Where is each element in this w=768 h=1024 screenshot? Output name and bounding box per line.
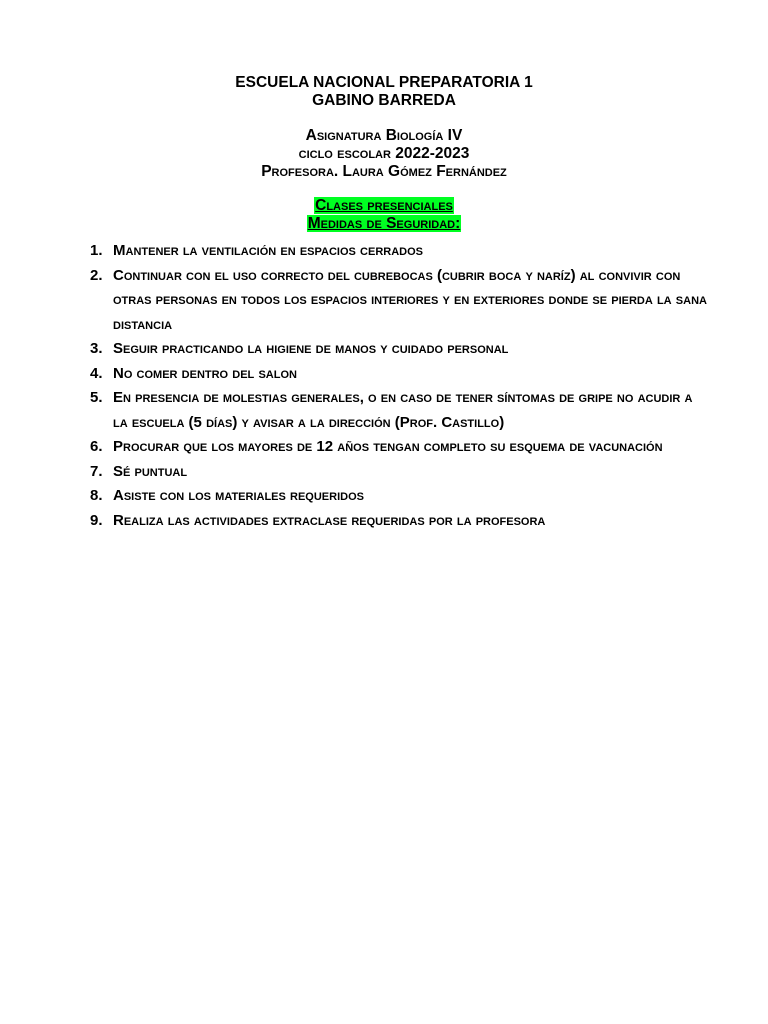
safety-notice [0, 197, 768, 233]
list-item-number: 5. [90, 389, 103, 406]
list-item [90, 460, 710, 485]
safety-rules-list [90, 239, 710, 533]
list-item-text: Realiza las actividades extraclase requeridas por la profesora [113, 511, 546, 529]
document-header [0, 74, 768, 233]
list-item-number: 6. [90, 438, 103, 455]
list-item-text: Asiste con los materiales requeridos [113, 487, 364, 504]
list-item [90, 386, 710, 435]
list-item-number: 7. [90, 462, 103, 480]
school-subtitle: GABINO BARREDA [312, 92, 456, 109]
list-item [90, 239, 710, 264]
list-item-number: 8. [90, 487, 103, 504]
list-item-number: 4. [90, 364, 103, 382]
list-item [90, 337, 710, 362]
list-item-text: Sé puntual [113, 462, 188, 480]
subject-line: Asignatura Biología IV [305, 127, 463, 144]
teacher-line: Profesora. Laura Gómez Fernández [261, 163, 507, 180]
list-item-text: No comer dentro del salon [113, 364, 297, 382]
list-item-text: Mantener la ventilación en espacios cerrados [113, 242, 423, 259]
list-item-number: 2. [90, 266, 103, 284]
list-item-number: 9. [90, 511, 103, 529]
list-item [90, 435, 710, 460]
course-info [0, 127, 768, 181]
list-item [90, 509, 710, 534]
list-item [90, 264, 710, 338]
list-item-number: 1. [90, 242, 103, 259]
list-item [90, 484, 710, 509]
list-item-text: Procurar que los mayores de 12 años tengan completo su esquema de vacunación [113, 438, 663, 455]
notice-title: Clases presenciales [315, 197, 453, 214]
list-item [90, 362, 710, 387]
school-name: ESCUELA NACIONAL PREPARATORIA 1 [235, 74, 533, 91]
list-item-text: Seguir practicando la higiene de manos y cuidado personal [113, 340, 509, 357]
list-item-text: Continuar con el uso correcto del cubrebocas (cubrir boca y naríz) al convivir con otras personas en todos los espacios interiores y en exteriores donde se pierda la sana distancia [113, 266, 707, 333]
list-item-text: En presencia de molestias generales, o en caso de tener síntomas de gripe no acudir a la escuela (5 días) y avisar a la dirección (Prof. Castillo) [113, 389, 693, 431]
cycle-line: ciclo escolar 2022-2023 [298, 145, 470, 162]
notice-subtitle: Medidas de Seguridad: [307, 215, 461, 232]
list-item-number: 3. [90, 340, 103, 357]
